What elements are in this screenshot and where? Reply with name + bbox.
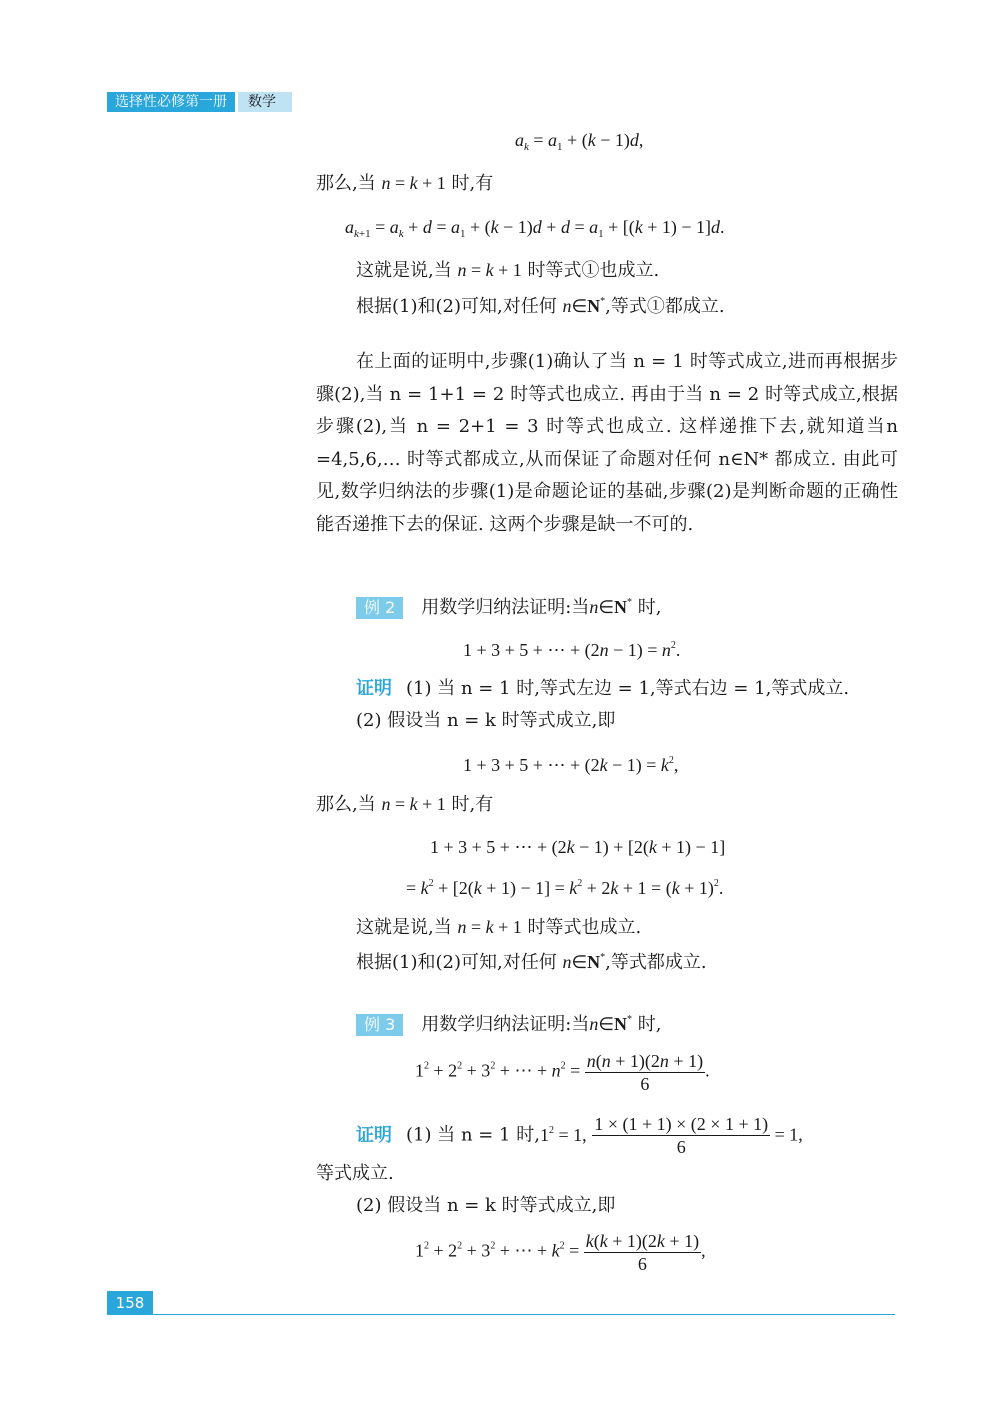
proof-label: 证明 <box>356 678 392 699</box>
example-2-header: 例 2 用数学归纳法证明:当n∈N* 时, <box>356 591 662 620</box>
equation-ak: $a_k = a_1 + (k - 1)d$, <box>515 130 644 153</box>
conclusion-line-2: 这就是说,当 n = k + 1 时等式也成立. <box>356 917 642 938</box>
fraction-ex3-check: $\frac{1 \times (1 + 1) \times (2 \times 1 + 1)}{6}$ <box>594 1114 769 1157</box>
conclusion-line-1: 这就是说,当 n = k + 1 时等式①也成立. <box>356 260 660 281</box>
example-3-badge: 例 3 <box>356 1014 403 1036</box>
page-number: 158 <box>107 1291 153 1315</box>
example-3-header: 例 3 用数学归纳法证明:当n∈N* 时, <box>356 1008 662 1037</box>
equation-ex3: $1^2 + 2^2 + 3^2$ + ⋯ + $n^2$ = $\frac{n(n + 1)(2n + 1)}{6}$ . <box>415 1051 710 1094</box>
ex2-proof-step2: (2) 假设当 n = k 时等式成立,即 <box>356 710 616 731</box>
then-line-1: 那么,当 n = k + 1 时,有 <box>316 173 494 194</box>
subject-tag: 数学 <box>238 92 292 112</box>
explanation-paragraph: 在上面的证明中,步骤(1)确认了当 n = 1 时等式成立,进而再根据步骤(2),当 n = 1+1 = 2 时等式也成立. 再由于当 n = 2 时等式成立,根据步骤(2),当 n = 2+1 = 3 时等式也成立. 这样递推下去,就知道当n =4,5,6,… 时等式都成立,从而保证了命题对任何 n∈N* 都成立. 由此可见,数学归纳法的步骤(1)是命题论证的基础,步骤(2)是判断命题的正确性能否递推下去的保证. 这两个步骤是缺一不可的. <box>316 351 898 535</box>
example-2-badge: 例 2 <box>356 597 403 619</box>
equation-ak1: $a_{k+1} = a_k + d = a_1 + (k - 1)d + d = a_1 + [(k + 1) - 1]d$. <box>345 217 725 240</box>
equation-ex2-k: 1 + 3 + 5 + ⋯ + $(2k - 1) = k^2$, <box>463 755 679 775</box>
ex3-proof-step1: 证明 (1) 当 n = 1 时$,1^2 = 1$, $\frac{1 \times (1 + 1) \times (2 \times 1 + 1)}{6}$ = 1, <box>356 1114 803 1157</box>
ex3-step1-end: 等式成立. <box>316 1163 394 1184</box>
fraction-ex3-k: $\frac{k(k + 1)(2k + 1)}{6}$ <box>585 1231 700 1274</box>
footer-rule <box>153 1314 895 1315</box>
equation-ex2-result: = $k^2 + [2(k + 1) - 1] = k^2 + 2k + 1 = (k + 1)^2$. <box>406 878 724 898</box>
then-line-2: 那么,当 n = k + 1 时,有 <box>316 794 494 815</box>
ex2-proof-step1: 证明 (1) 当 n = 1 时,等式左边 = 1,等式右边 = 1,等式成立. <box>356 678 850 699</box>
equation-ex3-k: $1^2 + 2^2 + 3^2$ + ⋯ + $k^2$ = $\frac{k(k + 1)(2k + 1)}{6}$ , <box>415 1231 706 1274</box>
final-line-1: 根据(1)和(2)可知,对任何 n∈N*,等式①都成立. <box>356 296 725 317</box>
ex3-proof-step2: (2) 假设当 n = k 时等式成立,即 <box>356 1195 616 1216</box>
final-line-2: 根据(1)和(2)可知,对任何 n∈N*,等式都成立. <box>356 952 707 973</box>
equation-ex2: 1 + 3 + 5 + ⋯ + $(2n - 1) = n^2$. <box>463 640 681 660</box>
equation-ex2-sum: 1 + 3 + 5 + ⋯ + (2k − 1) + [2(k + 1) − 1] <box>430 837 726 857</box>
fraction-ex3: $\frac{n(n + 1)(2n + 1)}{6}$ <box>586 1051 704 1094</box>
running-header <box>107 92 292 112</box>
book-title-tag: 选择性必修第一册 <box>107 92 235 112</box>
